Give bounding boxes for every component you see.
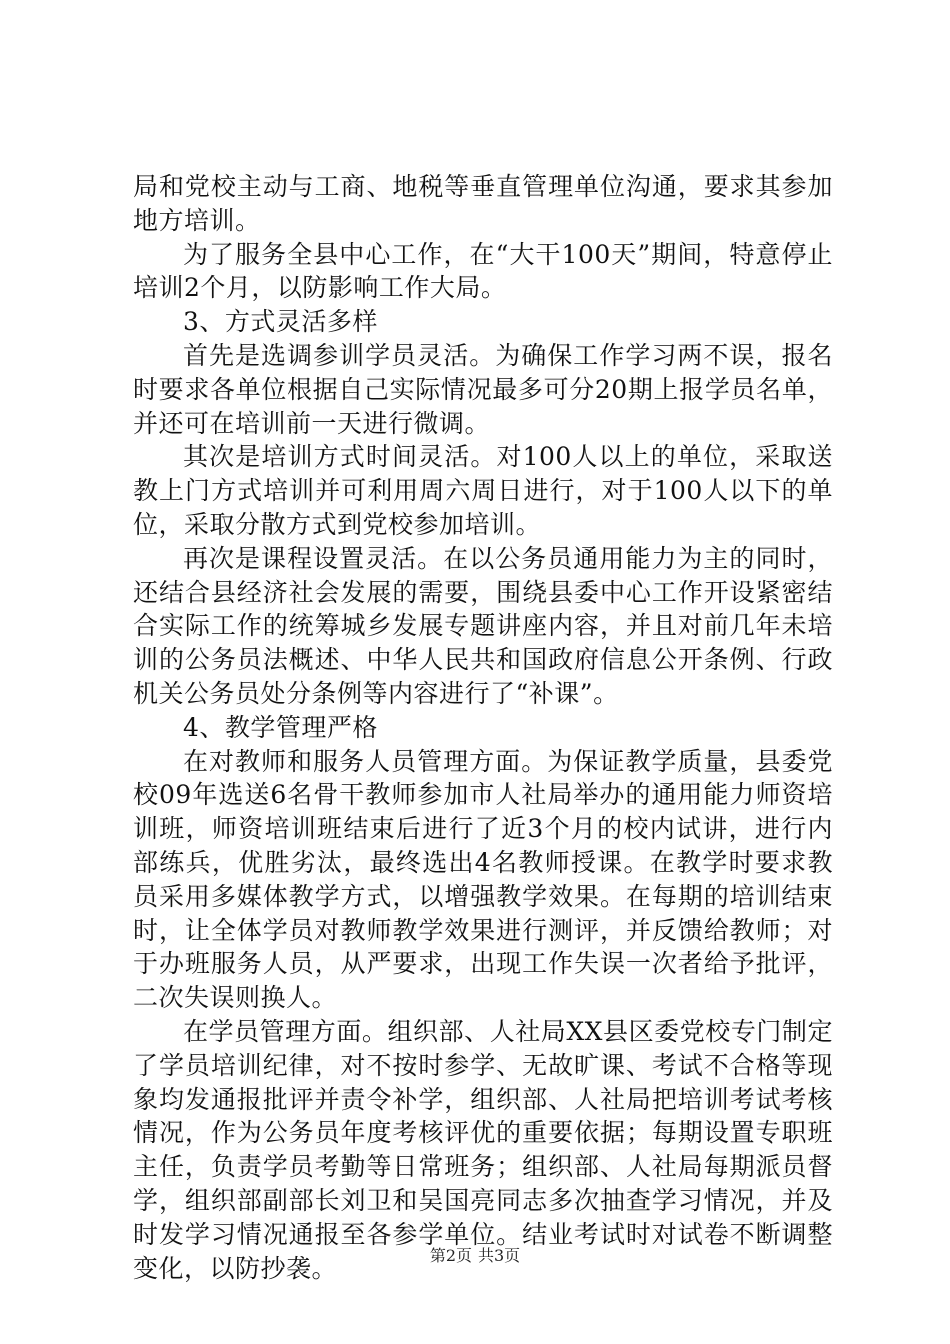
paragraph: 再次是课程设置灵活。在以公务员通用能力为主的同时，还结合县经济社会发展的需要，围绕县委中心工作开设紧密结合实际工作的统筹城乡发展专题讲座内容，并且对前几年未培训的公务员法概述、中华人民共和国政府信息公开条例、行政机关公务员处分条例等内容进行了“补课”。 xyxy=(133,543,833,708)
section-heading: 4、教学管理严格 xyxy=(183,712,378,742)
section-heading: 3、方式灵活多样 xyxy=(183,307,378,337)
paragraph: 在学员管理方面。组织部、人社局XX县区委党校专门制定了学员培训纪律，对不按时参学、无故旷课、考试不合格等现象均发通报批评并责令补学，组织部、人社局把培训考试考核情况，作为公务员年度考核评优的重要依据；每期设置专职班主任，负责学员考勤等日常班务；组织部、人社局每期派员督学，组织部副部长刘卫和吴国亮同志多次抽查学习情况，并及时发学习情况通报至各参学单位。结业考试时对试卷不断调整变化，以防抄袭。 xyxy=(133,1016,833,1283)
document-body xyxy=(133,170,833,1285)
paragraph: 其次是培训方式时间灵活。对100人以上的单位，采取送教上门方式培训并可利用周六周日进行，对于100人以下的单位，采取分散方式到党校参加培训。 xyxy=(133,442,833,539)
page-footer xyxy=(0,1243,950,1266)
paragraph: 首先是选调参训学员灵活。为确保工作学习两不误，报名时要求各单位根据自己实际情况最多可分20期上报学员名单，并还可在培训前一天进行微调。 xyxy=(133,340,833,438)
paragraph: 为了服务全县中心工作，在“大干100天”期间，特意停止培训2个月，以防影响工作大局。 xyxy=(133,239,833,303)
page-total: 共3页 xyxy=(478,1246,521,1265)
paragraph: 在对教师和服务人员管理方面。为保证教学质量，县委党校09年选送6名骨干教师参加市人社局举办的通用能力师资培训班，师资培训班结束后进行了近3个月的校内试讲，进行内部练兵，优胜劣汰，最终选出4名教师授课。在教学时要求教员采用多媒体教学方式，以增强教学效果。在每期的培训结束时，让全体学员对教师教学效果进行测评，并反馈给教师；对于办班服务人员，从严要求，出现工作失误一次者给予批评，二次失误则换人。 xyxy=(133,746,833,1013)
paragraph-continuation: 局和党校主动与工商、地税等垂直管理单位沟通，要求其参加地方培训。 xyxy=(133,172,833,235)
page-number: 第2页 xyxy=(429,1246,472,1265)
